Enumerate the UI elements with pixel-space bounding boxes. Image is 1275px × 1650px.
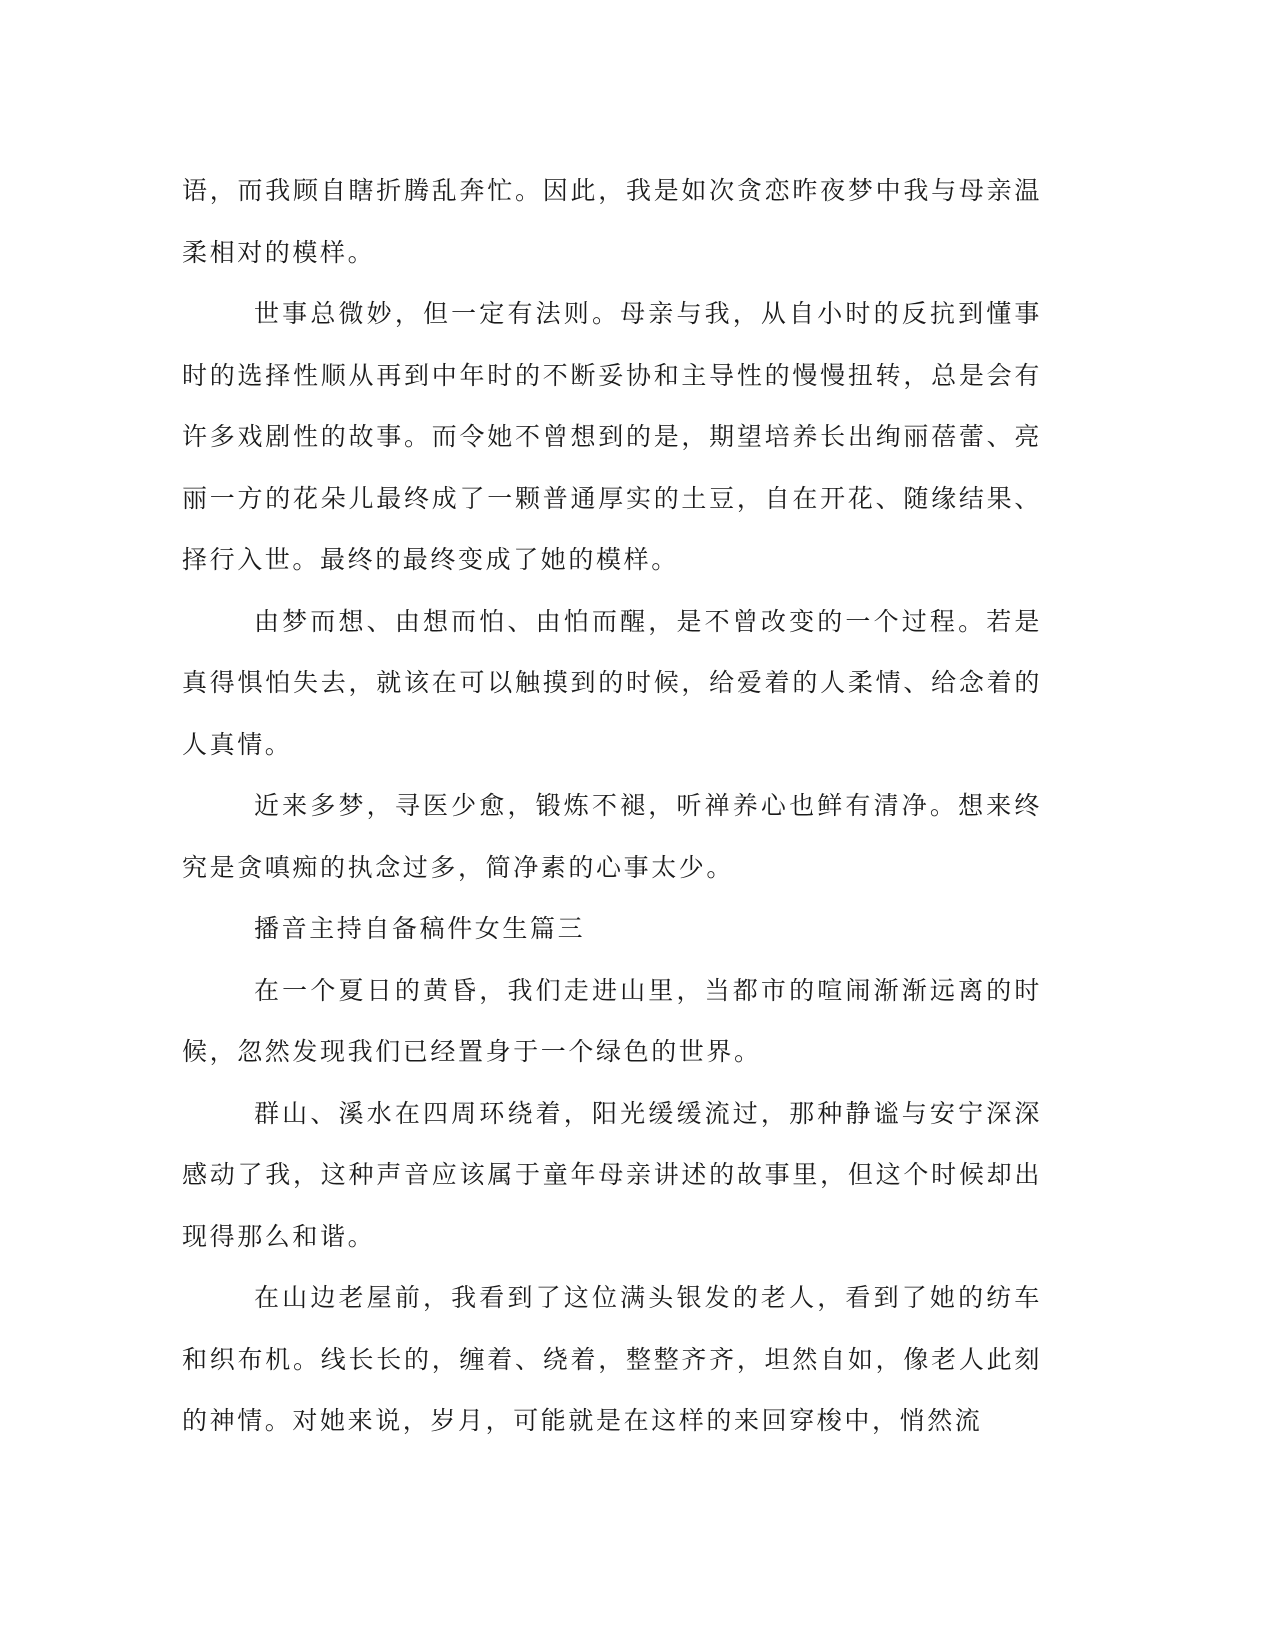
paragraph-8: 在山边老屋前，我看到了这位满头银发的老人，看到了她的纺车和织布机。线长长的，缠着、绕着，整整齐齐，坦然自如，像老人此刻的神情。对她来说，岁月，可能就是在这样的来回穿梭中，悄然流 <box>182 1283 1042 1435</box>
body-text <box>182 160 1042 1452</box>
paragraph-6: 在一个夏日的黄昏，我们走进山里，当都市的喧闹渐渐远离的时候，忽然发现我们已经置身于一个绿色的世界。 <box>182 975 1042 1066</box>
paragraph-2: 世事总微妙，但一定有法则。母亲与我，从自小时的反抗到懂事时的选择性顺从再到中年时的不断妥协和主导性的慢慢扭转，总是会有许多戏剧性的故事。而令她不曾想到的是，期望培养长出绚丽蓓蕾、亮丽一方的花朵儿最终成了一颗普通厚实的土豆，自在开花、随缘结果、择行入世。最终的最终变成了她的模样。 <box>182 299 1042 574</box>
paragraph-3: 由梦而想、由想而怕、由怕而醒，是不曾改变的一个过程。若是真得惧怕失去，就该在可以触摸到的时候，给爱着的人柔情、给念着的人真情。 <box>182 606 1042 759</box>
paragraph-7: 群山、溪水在四周环绕着，阳光缓缓流过，那种静谧与安宁深深感动了我，这种声音应该属于童年母亲讲述的故事里，但这个时候却出现得那么和谐。 <box>182 1098 1042 1251</box>
paragraph-4: 近来多梦，寻医少愈，锻炼不褪，听禅养心也鲜有清净。想来终究是贪嗔痴的执念过多，简净素的心事太少。 <box>182 791 1042 882</box>
section-heading: 播音主持自备稿件女生篇三 <box>254 914 586 943</box>
paragraph-1: 语，而我顾自瞎折腾乱奔忙。因此，我是如次贪恋昨夜梦中我与母亲温柔相对的模样。 <box>182 176 1042 267</box>
